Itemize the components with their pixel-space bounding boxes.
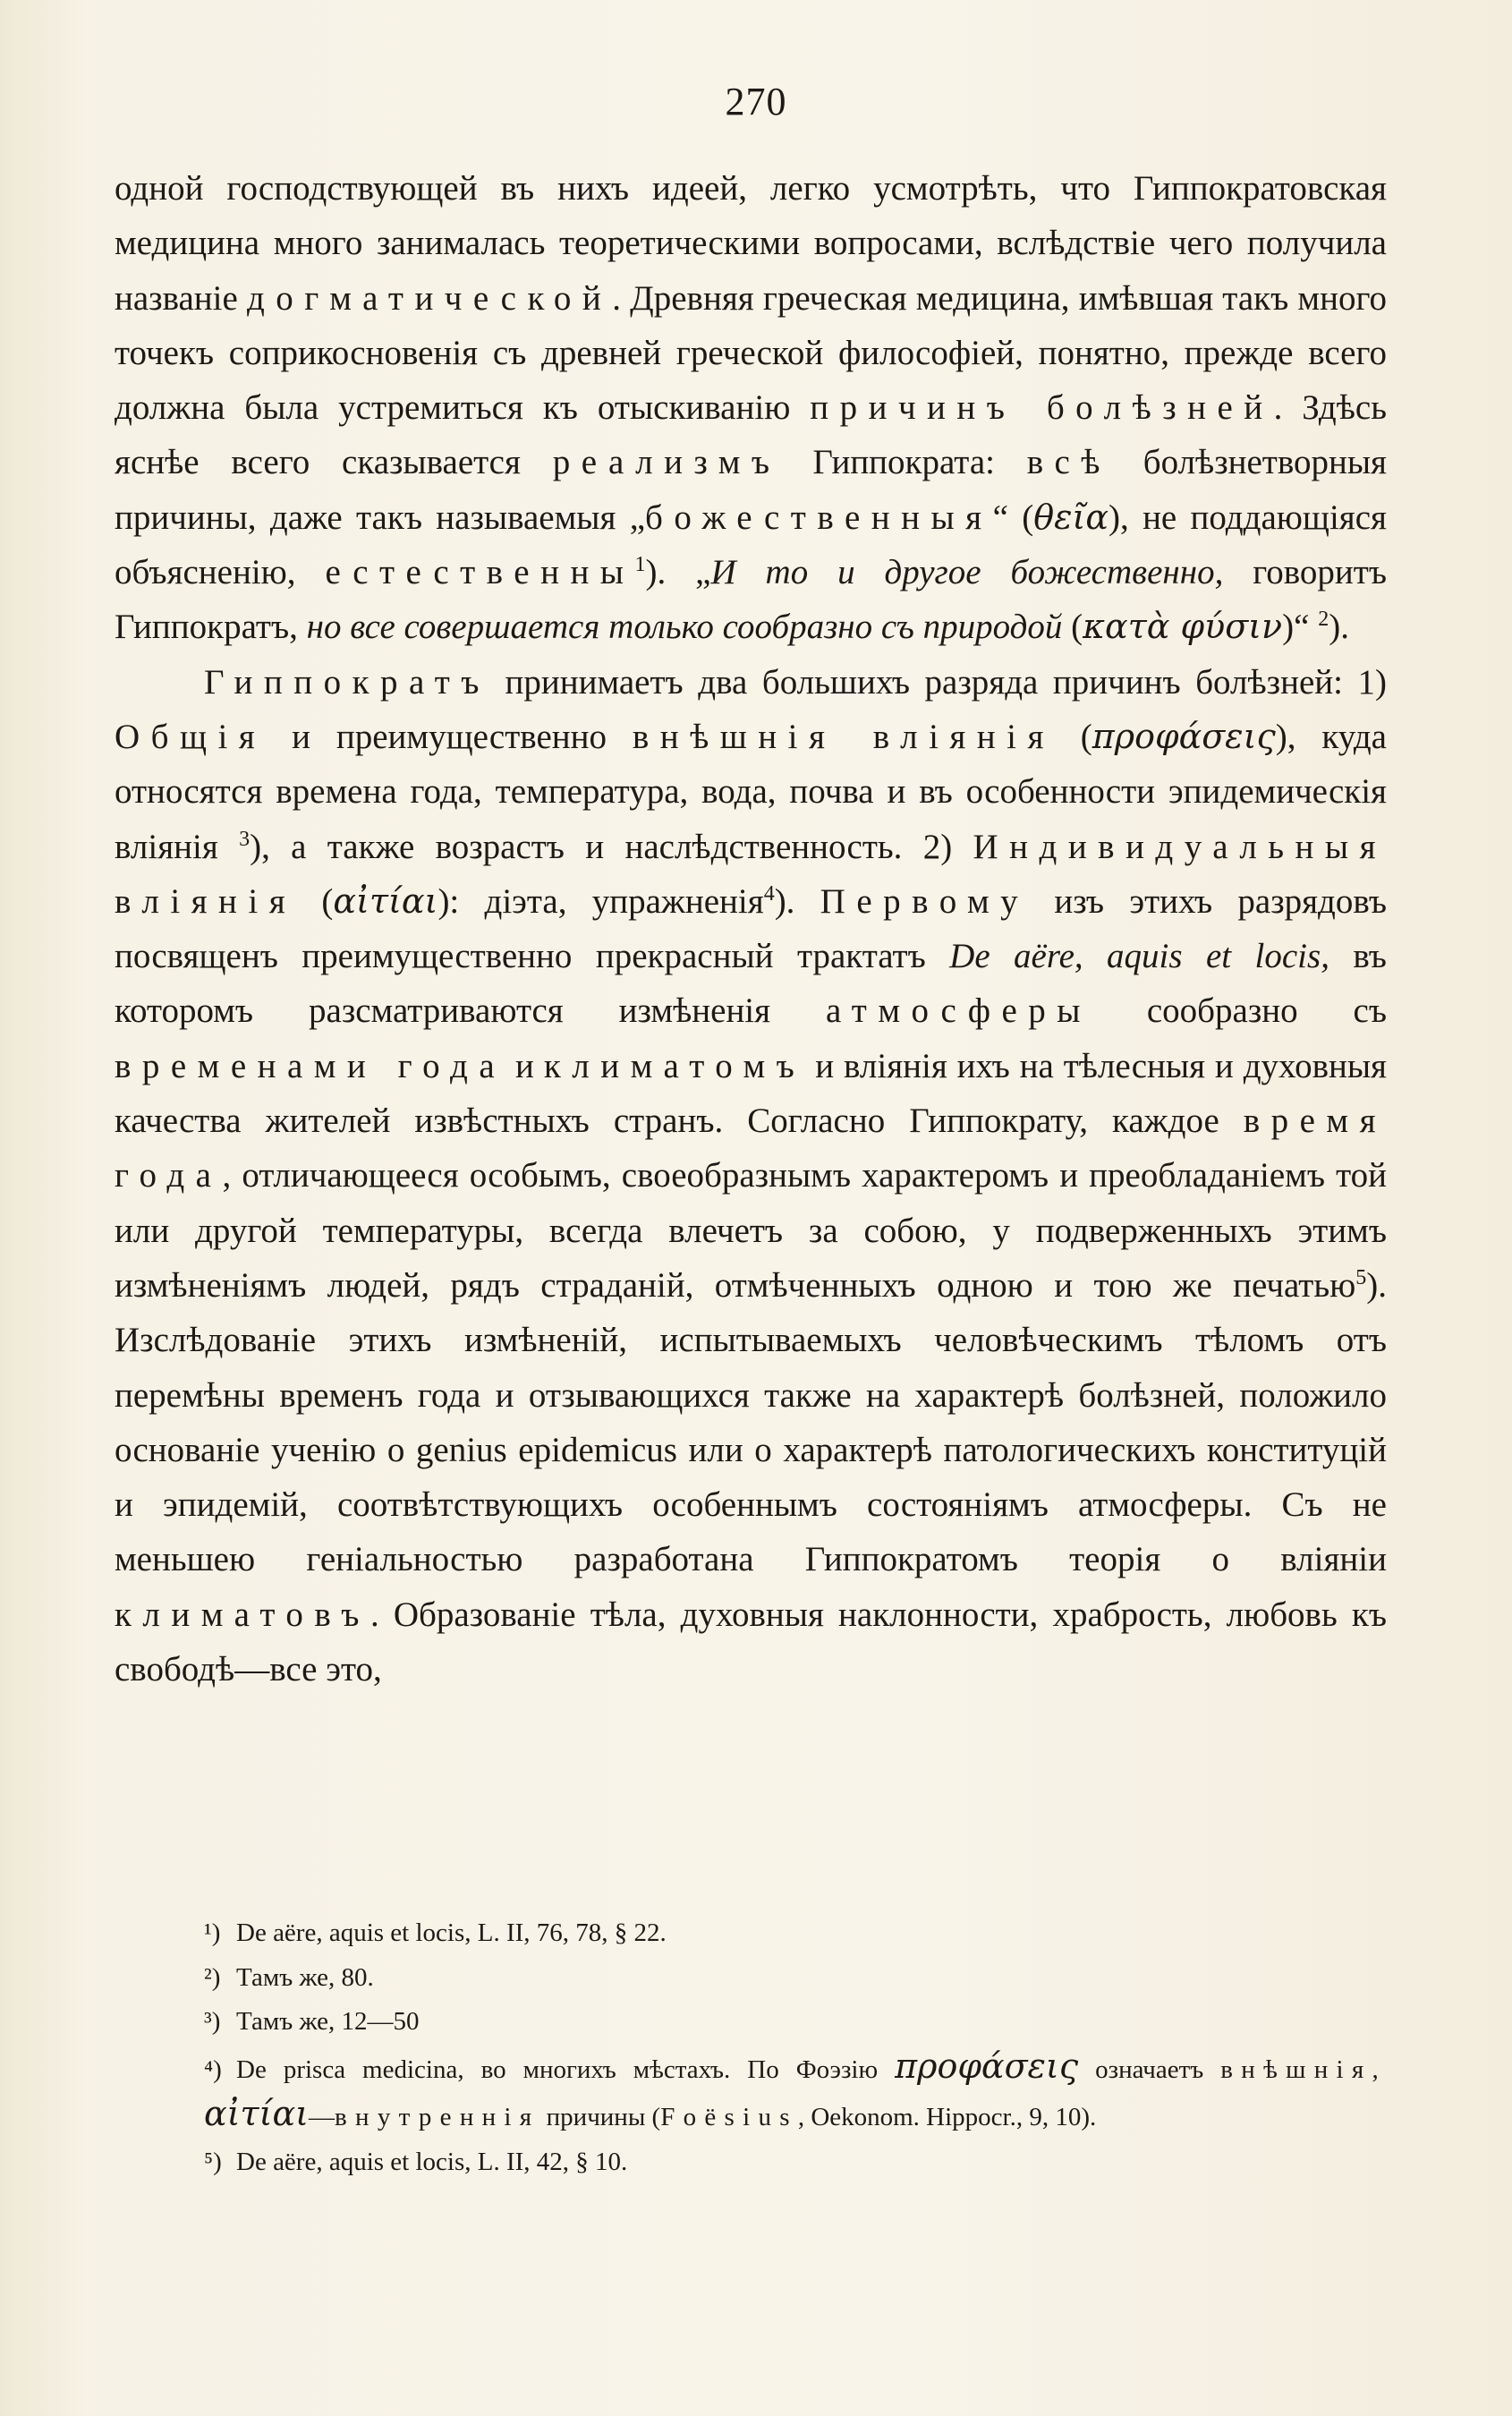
text-run: ( — [1062, 608, 1083, 647]
text-run: “ ( — [992, 498, 1034, 537]
spaced-term: догматической — [246, 278, 613, 318]
footnote-mark: ⁴) — [204, 2054, 222, 2084]
text-run: ): діэта, упражненія — [437, 881, 764, 921]
footnote-mark: ¹) — [204, 1918, 221, 1947]
footnote-text: De aëre, aquis et locis, L. II, 76, 78, § 22. — [236, 1918, 667, 1947]
text-run: ), куда относятся времена года, температура, вода, почва и въ особенности эпидемическія вліянія — [115, 717, 1387, 866]
footnote-ref: 5 — [1355, 1265, 1367, 1289]
text-run: въ которомъ разсматриваются измѣненія — [115, 937, 1387, 1031]
text-run: )“ — [1282, 608, 1319, 647]
italic-quote: но все совершается только сообразно съ природой — [306, 608, 1063, 647]
spaced-term: внѣшнія вліянія — [632, 717, 1055, 756]
text-run: Гиппократа: — [780, 443, 1027, 482]
footnote-5 — [115, 2140, 1387, 2185]
text-run: . Здѣсь яснѣе всего сказывается — [115, 388, 1387, 482]
text-run: говоритъ Гиппократъ, — [115, 553, 1387, 647]
footnote-text: , Oekonom. Hippocr., 9, 10). — [797, 2103, 1097, 2131]
spaced-term: климатомъ — [543, 1046, 806, 1085]
text-run: ( — [296, 881, 334, 921]
text-run: болѣзнетворныя причины, даже такъ называемыя „ — [115, 443, 1387, 537]
footnote-text: означаетъ — [1078, 2054, 1221, 2084]
spaced-term: всѣ — [1026, 443, 1111, 482]
footnote-text: причины ( — [539, 2103, 661, 2131]
footnote-ref: 4 — [763, 881, 775, 906]
text-run: и преимущественно — [266, 717, 633, 756]
page-number: 270 — [725, 80, 787, 123]
footnote-mark: ⁵) — [204, 2147, 222, 2176]
spaced-term: Первому — [820, 881, 1030, 921]
text-run: и — [505, 1046, 544, 1085]
text-run: . Образованіе тѣла, духовныя наклонности, храбрость, любовь къ свободѣ—все это, — [115, 1595, 1387, 1689]
text-run: ( — [1054, 717, 1092, 756]
footnote-text: Тамъ же, 80. — [236, 1962, 374, 1992]
greek-term: θεῖα — [1033, 497, 1109, 537]
text-run: ), не поддающіяся объясненію, — [115, 498, 1387, 592]
spaced-term: Гиппократъ — [204, 662, 490, 702]
spaced-term: естественны — [325, 553, 635, 592]
text-run: ). — [1329, 608, 1349, 647]
paragraph-1 — [115, 161, 1387, 655]
italic-title: De aëre, aquis et locis, — [949, 937, 1329, 976]
text-run: и вліянія ихъ на тѣлесныя и духовныя качества жителей извѣстныхъ странъ. Согласно Гиппократу, каждое — [115, 1046, 1388, 1141]
footnote-mark: ³) — [204, 2007, 221, 2036]
greek-term: προφάσεις — [1092, 716, 1276, 756]
body-text — [115, 161, 1387, 1697]
text-run: одной господствующей въ нихъ идеей, легко усмотрѣть, что Гиппократовская медицина много занималась теоретическими вопросами, вслѣдствіе чего получила названіе — [115, 169, 1387, 318]
text-run: ), а также возрастъ и наслѣдственность. 2) — [250, 827, 973, 866]
spaced-term: божественныя — [645, 498, 993, 537]
footnote-ref: 3 — [239, 827, 251, 851]
greek-term: αἰτίαι — [333, 880, 438, 921]
text-run: ). „ — [645, 553, 711, 592]
spaced-term: Foësius — [660, 2103, 798, 2131]
greek-term: κατὰ φύσιν — [1083, 607, 1283, 647]
greek-term: προφάσεις — [895, 2046, 1079, 2086]
spaced-term: причинъ болѣзней — [810, 388, 1274, 428]
paragraph-2 — [115, 655, 1387, 1697]
spaced-term: Индивидуальныя вліянія — [115, 827, 1388, 921]
footnote-mark: ²) — [204, 1962, 221, 1992]
footnotes — [115, 1911, 1387, 2184]
text-run: , отличающееся особымъ, своеобразнымъ характеромъ и преобладаніемъ той или другой температуры, всегда влечетъ за собою, у подверженныхъ этимъ измѣненіямъ людей, рядъ страданій, отмѣченныхъ одною и тою же печатью — [115, 1156, 1387, 1305]
footnote-3 — [115, 2000, 1387, 2045]
footnote-ref: 1 — [634, 553, 646, 577]
footnote-ref: 2 — [1318, 608, 1329, 632]
footnote-text: De prisca medicina, во многихъ мѣстахъ. По Фоэзію — [236, 2054, 896, 2084]
footnote-1 — [115, 1911, 1387, 1956]
spaced-term: атмосферы — [826, 991, 1092, 1031]
footnote-text: De aëre, aquis et locis, L. II, 42, § 10. — [236, 2147, 628, 2176]
italic-quote: И то и другое божественно, — [710, 553, 1224, 592]
text-run: ). Изслѣдованіе этихъ измѣненій, испытываемыхъ человѣческимъ тѣломъ отъ перемѣны временъ года и отзывающихся также на характерѣ болѣзней, положило основаніе ученію о genius epidemicus или о характерѣ патологическихъ конституцій и эпидемій, соотвѣтствующихъ особеннымъ состояніямъ атмосферы. Съ не меньшею геніальностью разработана Гиппократомъ теорія о вліяніи — [115, 1265, 1387, 1579]
spaced-term: внутреннія — [335, 2103, 540, 2131]
spaced-term: внѣшнія, — [1220, 2054, 1387, 2084]
spaced-term: климатовъ — [115, 1595, 370, 1634]
text-run: сообразно съ — [1091, 991, 1388, 1031]
footnote-text: — — [309, 2103, 336, 2131]
text-run: принимаетъ два большихъ разряда причинъ болѣзней: 1) — [489, 662, 1387, 702]
spaced-term: временами года — [115, 1046, 506, 1085]
greek-term: αἰτίαι — [204, 2094, 310, 2133]
text-run: изъ этихъ разрядовъ посвященъ преимущественно прекрасный трактатъ — [115, 881, 1388, 976]
text-run: . Древняя греческая медицина, имѣвшая такъ много точекъ соприкосновенія съ древней греческой философіей, понятно, прежде всего должна была устремиться къ отыскиванію — [115, 278, 1387, 428]
footnote-2 — [115, 1956, 1387, 2001]
text-run: ). — [774, 881, 820, 921]
spaced-term: реализмъ — [552, 443, 781, 482]
footnote-text: Тамъ же, 12—50 — [236, 2007, 420, 2036]
footnote-4 — [115, 2045, 1387, 2140]
spaced-term: время года — [115, 1102, 1387, 1195]
spaced-term: Общія — [115, 717, 267, 756]
